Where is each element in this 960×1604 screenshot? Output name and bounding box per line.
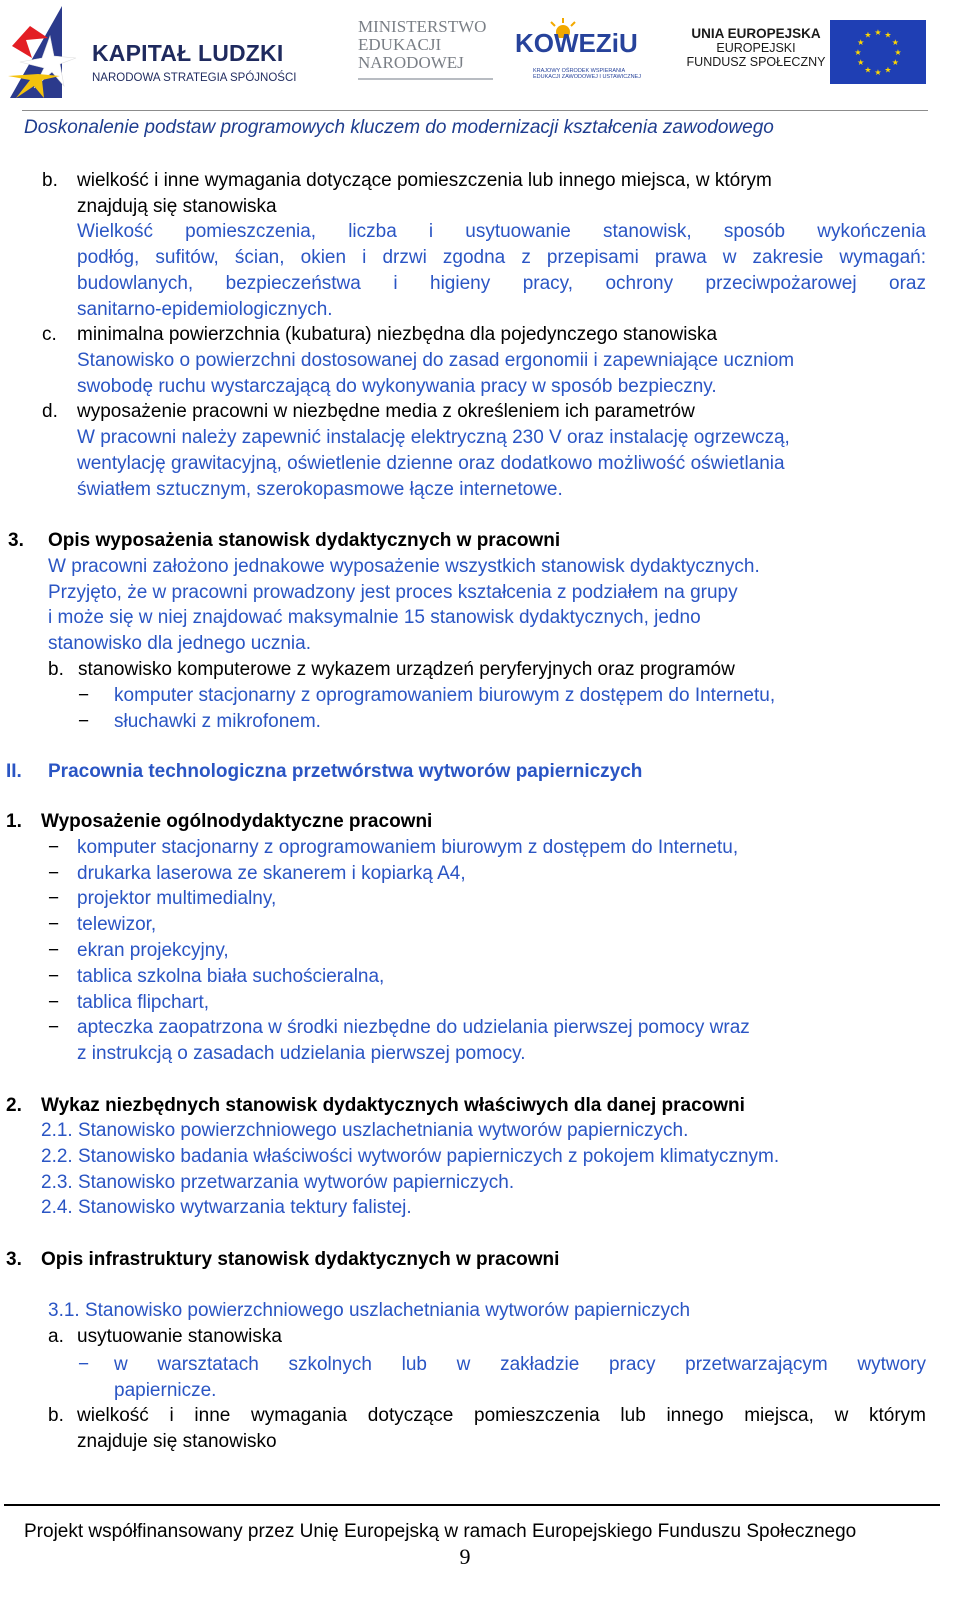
- section-II-marker: II.: [6, 761, 22, 782]
- section-II-3-b-marker: b.: [48, 1405, 64, 1426]
- eu-star-icon: ★: [857, 38, 865, 47]
- eu-star-icon: ★: [864, 30, 872, 40]
- eu-star-icon: ★: [874, 68, 882, 77]
- dash-bullet: −: [48, 914, 60, 935]
- section-c-body-line-1: Stanowisko o powierzchni dostosowanej do zasad ergonomii i zapewniające uczniom: [77, 350, 795, 371]
- section-b-marker: b.: [42, 170, 58, 191]
- kowezu-logo: [515, 18, 641, 88]
- section-3-marker: 3.: [8, 530, 24, 551]
- kapital-ludzki-title: KAPITAŁ LUDZKI: [92, 40, 284, 66]
- kapital-ludzki-subtitle: NARODOWA STRATEGIA SPÓJNOŚCI: [92, 72, 297, 84]
- eu-flag-icon: [830, 20, 926, 84]
- footer-divider: [4, 1504, 940, 1506]
- section-3-body-line-1: W pracowni założono jednakowe wyposażenie wszystkich stanowisk dydaktycznych.: [48, 556, 760, 577]
- section-II-3-heading: Opis infrastruktury stanowisk dydaktycznych w pracowni: [41, 1249, 560, 1270]
- section-II-3-a-item-line-1: w warsztatach szkolnych lub w zakładzie pracy przetwarzającym wytwory: [114, 1354, 926, 1375]
- eu-star-icon: ★: [857, 58, 865, 67]
- page-header: [0, 0, 960, 112]
- station-item-2-1: 2.1. Stanowisko powierzchniowego uszlachetniania wytworów papierniczych.: [41, 1120, 689, 1141]
- eu-star-icon: ★: [864, 65, 872, 75]
- equipment-item-3: projektor multimedialny,: [77, 888, 277, 909]
- section-b-body-line-1: Wielkość pomieszczenia, liczba i usytuowanie stanowisk, sposób wykończenia: [77, 221, 926, 242]
- kowezu-subtitle-line-2: EDUKACJI ZAWODOWEJ I USTAWICZNEJ: [533, 74, 641, 80]
- eu-star-icon: ★: [884, 65, 892, 75]
- section-II-heading: Pracownia technologiczna przetwórstwa wytworów papierniczych: [48, 761, 643, 782]
- dash-bullet: −: [48, 1017, 60, 1038]
- kapital-ludzki-logo: [4, 6, 304, 102]
- eu-star-icon: ★: [884, 30, 892, 40]
- equipment-item-8: apteczka zaopatrzona w środki niezbędne do udzielania pierwszej pomocy wraz: [77, 1017, 750, 1038]
- equipment-item-4: telewizor,: [77, 914, 157, 935]
- section-b-body-line-4: sanitarno-epidemiologicznych.: [77, 299, 333, 320]
- station-item-2-4: 2.4. Stanowisko wytwarzania tektury falistej.: [41, 1197, 412, 1218]
- eu-star-icon: ★: [891, 58, 899, 67]
- section-d-marker: d.: [42, 401, 58, 422]
- section-b-heading-line-1: wielkość i inne wymagania dotyczące pomieszczenia lub innego miejsca, w którym: [77, 170, 772, 191]
- section-II-3-marker: 3.: [6, 1249, 22, 1270]
- eu-star-icon: ★: [854, 48, 862, 57]
- dash-bullet: −: [48, 837, 60, 858]
- section-II-3-b-heading-line-1: wielkość i inne wymagania dotyczące pomieszczenia lub innego miejsca, w którym: [77, 1405, 926, 1426]
- dash-bullet: −: [48, 940, 60, 961]
- section-3-body-line-4: stanowisko dla jednego ucznia.: [48, 633, 312, 654]
- dash-bullet: −: [78, 685, 90, 706]
- men-line-3: NARODOWEJ: [358, 53, 464, 72]
- dash-bullet: −: [48, 966, 60, 987]
- section-b-body-line-3: budowlanych, bezpieczeństwa i higieny pracy, ochrony przeciwpożarowej oraz: [77, 273, 926, 294]
- section-d-body-line-1: W pracowni należy zapewnić instalację elektryczną 230 V oraz instalację ogrzewczą,: [77, 427, 790, 448]
- section-II-2-heading: Wykaz niezbędnych stanowisk dydaktycznych właściwych dla danej pracowni: [41, 1095, 745, 1116]
- section-d-heading: wyposażenie pracowni w niezbędne media z określeniem ich parametrów: [77, 401, 695, 422]
- section-3-sub-b-marker: b.: [48, 659, 64, 680]
- equipment-item-6: tablica szkolna biała suchościeralna,: [77, 966, 385, 987]
- kapital-ludzki-star-icon: [4, 6, 88, 102]
- section-II-3-a-item-line-2: papiernicze.: [114, 1380, 217, 1401]
- header-divider: [22, 110, 928, 111]
- section-b-body-line-2: podłóg, sufitów, ścian, okien i drzwi zgodna z przepisami prawa w zakresie wymagań:: [77, 247, 926, 268]
- kowezu-subtitle-line-1: KRAJOWY OŚRODEK WSPIERANIA: [533, 68, 626, 74]
- section-c-marker: c.: [42, 324, 57, 345]
- dash-bullet: −: [48, 992, 60, 1013]
- page-number: 9: [459, 1544, 471, 1569]
- dash-bullet: −: [78, 711, 90, 732]
- section-II-3-a-marker: a.: [48, 1326, 64, 1347]
- section-c-heading: minimalna powierzchnia (kubatura) niezbędna dla pojedynczego stanowiska: [77, 324, 718, 345]
- section-3-sub-b-item-1: komputer stacjonarny z oprogramowaniem biurowym z dostępem do Internetu,: [114, 685, 776, 706]
- eu-line-3: FUNDUSZ SPOŁECZNY: [686, 55, 826, 69]
- document-title: Doskonalenie podstaw programowych kluczem do modernizacji kształcenia zawodowego: [24, 117, 774, 138]
- section-3-body-line-2: Przyjęto, że w pracowni prowadzony jest proces kształcenia z podziałem na grupy: [48, 582, 738, 603]
- equipment-item-1: komputer stacjonarny z oprogramowaniem biurowym z dostępem do Internetu,: [77, 837, 739, 858]
- eu-line-2: EUROPEJSKI: [716, 41, 796, 55]
- eu-star-icon: ★: [894, 48, 902, 57]
- station-item-2-3: 2.3. Stanowisko przetwarzania wytworów papierniczych.: [41, 1172, 515, 1193]
- men-logo: [358, 18, 498, 88]
- men-line-2: EDUKACJI: [358, 35, 442, 54]
- equipment-item-2: drukarka laserowa ze skanerem i kopiarką A4,: [77, 863, 466, 884]
- section-3-sub-b-heading: stanowisko komputerowe z wykazem urządzeń peryferyjnych oraz programów: [78, 659, 735, 680]
- dash-bullet: −: [78, 1354, 90, 1375]
- footer-text: Projekt współfinansowany przez Unię Europejską w ramach Europejskiego Funduszu Społecznego: [24, 1521, 857, 1542]
- section-3-body-line-3: i może się w niej znajdować maksymalnie 15 stanowisk dydaktycznych, jedno: [48, 607, 701, 628]
- section-c-body-line-2: swobodę ruchu wystarczającą do wykonywania pracy w sposób bezpieczny.: [77, 376, 717, 397]
- men-underline: [358, 78, 493, 80]
- section-II-2-marker: 2.: [6, 1095, 22, 1116]
- section-3-heading: Opis wyposażenia stanowisk dydaktycznych w pracowni: [48, 530, 561, 551]
- equipment-item-8-continuation: z instrukcją o zasadach udzielania pierwszej pomocy.: [77, 1043, 526, 1064]
- eu-line-1: UNIA EUROPEJSKA: [691, 26, 821, 41]
- eu-logo-text: [686, 26, 826, 69]
- section-II-3-a-heading: usytuowanie stanowiska: [77, 1326, 282, 1347]
- kowezu-title: KOWEZiU: [515, 28, 638, 58]
- dash-bullet: −: [48, 863, 60, 884]
- section-3-sub-b-item-2: słuchawki z mikrofonem.: [114, 711, 321, 732]
- section-d-body-line-2: wentylację grawitacyjną, oświetlenie dzienne oraz dodatkowo możliwość oświetlania: [77, 453, 785, 474]
- station-item-2-2: 2.2. Stanowisko badania właściwości wytworów papierniczych z pokojem klimatycznym.: [41, 1146, 780, 1167]
- section-b-heading-line-2: znajdują się stanowiska: [77, 196, 277, 217]
- section-II-3-subheading: 3.1. Stanowisko powierzchniowego uszlachetniania wytworów papierniczych: [48, 1300, 691, 1321]
- men-line-1: MINISTERSTWO: [358, 17, 487, 36]
- section-d-body-line-3: światłem sztucznym, szerokopasmowe łącze internetowe.: [77, 479, 563, 500]
- section-II-3-b-heading-line-2: znajduje się stanowisko: [77, 1431, 277, 1452]
- dash-bullet: −: [48, 888, 60, 909]
- section-II-1-heading: Wyposażenie ogólnodydaktyczne pracowni: [41, 811, 433, 832]
- equipment-item-7: tablica flipchart,: [77, 992, 210, 1013]
- eu-star-icon: ★: [891, 38, 899, 47]
- section-II-1-marker: 1.: [6, 811, 22, 832]
- eu-star-icon: ★: [874, 28, 882, 37]
- kowezu-subtitle: [533, 68, 641, 80]
- equipment-item-5: ekran projekcyjny,: [77, 940, 229, 961]
